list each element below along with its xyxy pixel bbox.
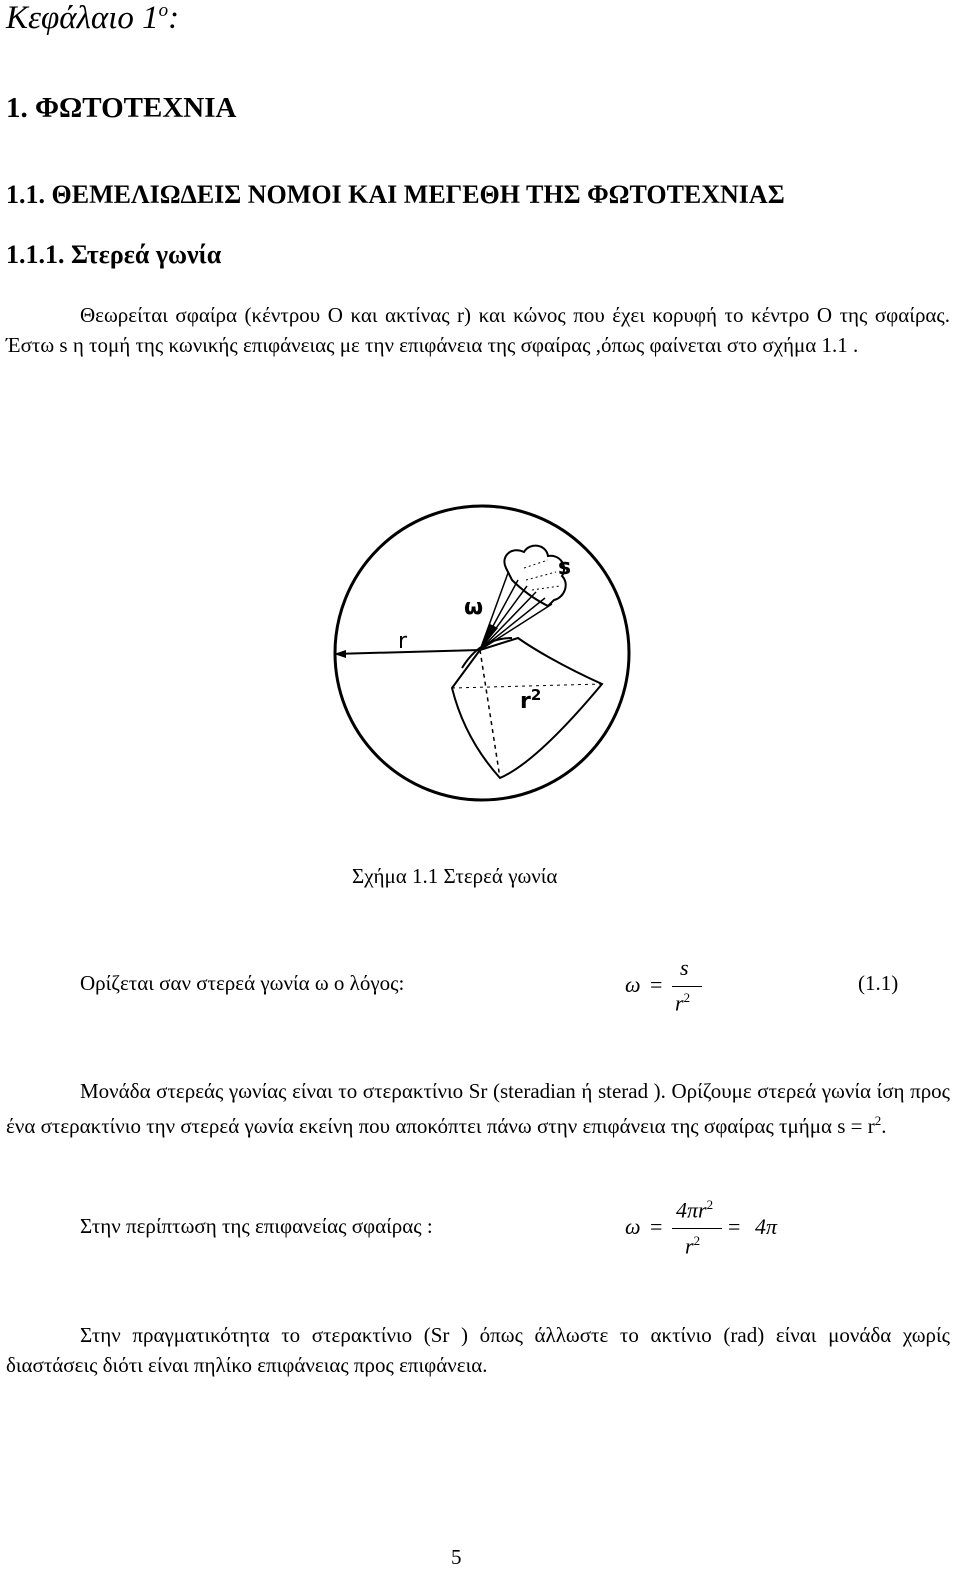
closing-paragraph: Στην πραγματικότητα το στερακτίνιο (Sr ) όπως άλλωστε το ακτίνιο (rad) είναι μονάδα χωρίς διαστάσεις διότι είναι πηλίκο επιφάνειας προς επιφάνεια. <box>6 1323 950 1377</box>
definition-text: Ορίζεται σαν στερεά γωνία ω ο λόγος: <box>80 971 405 995</box>
section-heading-1-1: 1.1. ΘΕΜΕΛΙΩΔΕΙΣ ΝΟΜΟΙ ΚΑΙ ΜΕΓΕΘΗ ΤΗΣ ΦΩΤΟΤΕΧΝΙΑΣ <box>6 180 785 209</box>
section-heading-1-1-1: 1.1.1. Στερεά γωνία <box>6 240 222 269</box>
intro-paragraph-text: Θεωρείται σφαίρα (κέντρου Ο και ακτίνας r) και κώνος που έχει κορυφή το κέντρο Ο της σφαίρας. Έστω s η τομή της κωνικής επιφάνειας με την επιφάνεια της σφαίρας ,όπως φαίνεται στο σχήμα 1.1 . <box>6 303 950 357</box>
intro-paragraph <box>6 300 950 360</box>
formula-2-result: 4π <box>755 1214 778 1239</box>
formula-2-fraction-bar <box>672 1228 722 1229</box>
chapter-prefix: Κεφάλαιο 1 <box>6 0 159 36</box>
chapter-sup: ο <box>158 0 169 21</box>
chapter-heading <box>6 0 179 37</box>
section-heading-1: 1. ΦΩΤΟΤΕΧΝΙΑ <box>6 92 237 124</box>
figure-label-r: r <box>398 629 408 654</box>
formula-2-denominator: $r^2$ <box>685 1233 701 1259</box>
figure-label-omega: ω <box>464 595 484 620</box>
formula-1-numerator: s <box>680 955 689 980</box>
formula-1-number: (1.1) <box>858 971 899 995</box>
chapter-suffix: : <box>168 0 180 36</box>
unit-paragraph: Μονάδα στερεάς γωνίας είναι το στερακτίνιο Sr (steradian ή sterad ). Ορίζουμε στερεά γωνία ίση προς ένα στερακτίνιο την στερεά γωνία εκείνη που αποκόπτει πάνω στην επιφάνεια της σφαίρας τμήμα $s = r^2$. <box>6 1079 950 1138</box>
formula-2-numerator: $4\pi r^2$ <box>676 1197 714 1223</box>
figure-label-r2: $r^2$ <box>520 686 542 714</box>
formula-1-denominator: $r^2$ <box>675 990 691 1016</box>
formula-2-equals-2: = <box>728 1214 741 1239</box>
formula-1-equals: = <box>650 972 663 997</box>
surface-patch-s <box>504 546 565 606</box>
formula-1-lhs: ω <box>625 972 641 997</box>
sphere-case-text: Στην περίπτωση της επιφανείας σφαίρας : <box>80 1214 433 1238</box>
figure-caption: Σχήμα 1.1 Στερεά γωνία <box>352 864 558 888</box>
formula-2-equals: = <box>650 1214 663 1239</box>
formula-2-lhs: ω <box>625 1214 641 1239</box>
formula-1-fraction-bar <box>672 986 702 987</box>
page-number: 5 <box>451 1545 462 1569</box>
figure-label-s: s <box>558 555 572 580</box>
solid-angle-figure <box>312 488 632 818</box>
